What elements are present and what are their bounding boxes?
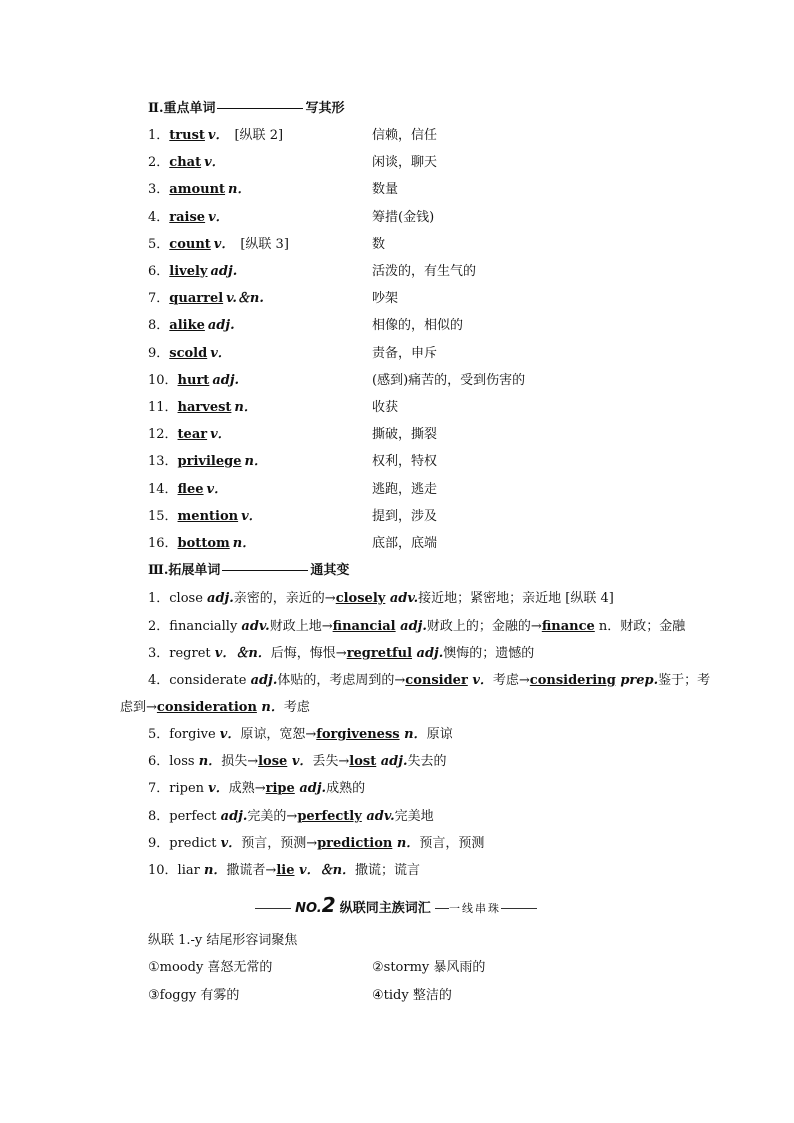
banner-number: 2 <box>321 893 336 917</box>
answer-word: lose <box>258 754 288 769</box>
pos: adv. <box>385 591 419 606</box>
vocab-chinese: 权利，特权 <box>372 454 438 469</box>
text: 6．loss <box>148 754 199 769</box>
banner-label: NO. <box>295 901 322 916</box>
vocab-pos: v.＆n. <box>226 291 264 306</box>
vocab-row <box>148 287 708 307</box>
expand-line-1 <box>148 587 614 606</box>
banner-rule-left <box>255 908 291 909</box>
vocab-english <box>148 233 289 252</box>
text: 鉴于；考 <box>658 673 711 688</box>
answer-word: lost <box>349 754 377 769</box>
text: 3．regret <box>148 646 215 661</box>
pos: n． <box>256 700 284 715</box>
text: 原谅 <box>426 727 453 742</box>
vocab-english <box>148 151 225 170</box>
text: 财政上的；金融的→ <box>426 619 542 634</box>
answer-word: financial <box>332 619 396 634</box>
vocab-row <box>148 478 708 498</box>
vocab-english <box>148 314 235 333</box>
text: 后悔，悔恨→ <box>270 646 347 661</box>
expand-line-5 <box>148 723 453 742</box>
vocab-english <box>148 532 255 551</box>
pos: adj. <box>294 781 327 796</box>
expand-line-8 <box>148 805 434 824</box>
vocab-row <box>148 260 708 280</box>
heading-rule <box>217 108 303 109</box>
vocab-english <box>148 178 251 197</box>
text: 亲密的，亲近的→ <box>233 591 336 606</box>
pos: v． <box>467 673 493 688</box>
text: 体贴的，考虑周到的→ <box>277 673 406 688</box>
vocab-number: 4． <box>148 210 170 225</box>
pos: v．＆n． <box>294 863 356 878</box>
vocab-pos: n． <box>244 454 267 469</box>
vocab-row <box>148 206 708 226</box>
text: 4．considerate <box>148 673 251 688</box>
text: 原谅，宽恕→ <box>240 727 317 742</box>
vocab-row <box>148 532 708 552</box>
expand-line-3 <box>148 642 534 661</box>
text: 5．forgive <box>148 727 220 742</box>
vocab-number: 12． <box>148 427 178 442</box>
pos: v． <box>219 727 241 742</box>
pos: n． <box>198 754 222 769</box>
vocab-word: flee <box>177 482 204 497</box>
vocab-row <box>148 505 708 525</box>
text: 1．close <box>148 591 208 606</box>
text: 9．predict <box>148 836 221 851</box>
vocab-chinese: 逃跑，逃走 <box>372 482 438 497</box>
text: 损失→ <box>221 754 259 769</box>
zonglian1-item-1: ①moody 喜怒无常的 <box>148 960 273 975</box>
vocab-english <box>148 260 237 279</box>
vocab-word: amount <box>169 182 226 197</box>
vocab-word: harvest <box>177 400 232 415</box>
vocab-english <box>148 124 283 143</box>
vocab-number: 8． <box>148 318 170 333</box>
vocab-row <box>148 151 708 171</box>
pos: v． <box>208 781 229 796</box>
text: 懊悔的；遗憾的 <box>443 646 535 661</box>
banner-rule-mid <box>435 908 449 909</box>
vocab-word: lively <box>169 264 208 279</box>
expand-line-10 <box>148 859 420 878</box>
zonglian1-item-2: ②stormy 暴风雨的 <box>372 960 486 975</box>
text: 7．ripen <box>148 781 209 796</box>
vocab-pos: adj. <box>212 373 240 388</box>
text: 8．perfect <box>148 809 221 824</box>
vocab-chinese: 底部，底端 <box>372 536 438 551</box>
answer-word: perfectly <box>297 809 362 824</box>
vocab-chinese: 信赖，信任 <box>372 128 438 143</box>
pos: adj. <box>412 646 444 661</box>
vocab-number: 7． <box>148 291 170 306</box>
vocab-chinese: 撕破，撕裂 <box>372 427 438 442</box>
answer-word: consider <box>405 673 468 688</box>
vocab-english <box>148 505 262 524</box>
vocab-word: count <box>169 237 211 252</box>
vocab-word: bottom <box>177 536 230 551</box>
answer-word: considering <box>529 673 616 688</box>
section3-heading <box>148 559 349 578</box>
vocab-number: 14． <box>148 482 178 497</box>
answer-word: prediction <box>317 836 393 851</box>
section2-heading-right: 写其形 <box>305 101 345 116</box>
banner-subtitle: 一线串珠 <box>448 902 501 915</box>
pos: n． <box>203 863 227 878</box>
vocab-word: hurt <box>177 373 210 388</box>
vocab-english <box>148 206 229 225</box>
vocab-word: privilege <box>177 454 242 469</box>
pos: adv. <box>241 619 270 634</box>
text: 撒谎；谎言 <box>355 863 421 878</box>
pos: v． <box>220 836 242 851</box>
pos: adj. <box>395 619 427 634</box>
pos: n． <box>392 836 420 851</box>
vocab-number: 5． <box>148 237 170 252</box>
vocab-english <box>148 450 267 469</box>
vocab-word: raise <box>169 210 206 225</box>
section3-heading-right: 通其变 <box>310 563 350 578</box>
answer-word: closely <box>335 591 386 606</box>
text: 接近地；紧密地；亲近地 [纵联 4] <box>418 591 614 606</box>
vocab-word: tear <box>177 427 208 442</box>
banner-rule-right <box>501 908 537 909</box>
text: 10．liar <box>148 863 204 878</box>
vocab-english <box>148 478 227 497</box>
vocab-note: [纵联 2] <box>234 128 284 143</box>
vocab-pos: n． <box>232 536 256 551</box>
zonglian1-item-3: ③foggy 有雾的 <box>148 988 240 1003</box>
pos: adj. <box>207 591 234 606</box>
text: 丢失→ <box>312 754 350 769</box>
vocab-number: 2． <box>148 155 170 170</box>
vocab-pos: v． <box>210 427 231 442</box>
vocab-chinese: 吵架 <box>372 291 399 306</box>
expand-line-6 <box>148 750 447 769</box>
vocab-english <box>148 369 239 388</box>
vocab-chinese: (感到)痛苦的，受到伤害的 <box>372 373 526 388</box>
vocab-number: 1． <box>148 128 170 143</box>
text: 2．financially <box>148 619 242 634</box>
vocab-row <box>148 124 708 144</box>
vocab-word: alike <box>169 318 205 333</box>
heading-rule <box>222 570 308 571</box>
vocab-word: quarrel <box>169 291 224 306</box>
vocab-chinese: 活泼的，有生气的 <box>372 264 477 279</box>
vocab-number: 13． <box>148 454 178 469</box>
vocab-chinese: 闲谈，聊天 <box>372 155 438 170</box>
pos: adj. <box>220 809 248 824</box>
vocab-number: 16． <box>148 536 178 551</box>
vocab-chinese: 提到，涉及 <box>372 509 438 524</box>
vocab-chinese: 数 <box>372 237 386 252</box>
vocab-pos: v． <box>204 155 225 170</box>
text: 撒谎者→ <box>226 863 277 878</box>
answer-word: ripe <box>265 781 295 796</box>
text: 财政上地→ <box>269 619 333 634</box>
text: 考虑→ <box>492 673 530 688</box>
vocab-chinese: 相像的，相似的 <box>372 318 464 333</box>
answer-word: forgiveness <box>316 727 400 742</box>
vocab-word: trust <box>169 128 205 143</box>
vocab-row <box>148 233 708 253</box>
expand-line-9 <box>148 832 484 851</box>
vocab-row <box>148 396 708 416</box>
vocab-number: 15． <box>148 509 178 524</box>
vocab-number: 9． <box>148 346 170 361</box>
vocab-pos: v． <box>206 482 228 497</box>
vocab-row <box>148 450 708 470</box>
vocab-word: chat <box>169 155 202 170</box>
vocab-chinese: 筹措(金钱) <box>372 210 435 225</box>
section2-heading-left: Ⅱ.重点单词 <box>148 101 216 116</box>
vocab-number: 6． <box>148 264 170 279</box>
vocab-english <box>148 342 231 361</box>
expand-line-4 <box>148 669 710 688</box>
answer-word: finance <box>541 619 595 634</box>
text: 失去的 <box>407 754 447 769</box>
text: 成熟→ <box>228 781 266 796</box>
vocab-pos: adj. <box>210 264 238 279</box>
vocab-english <box>148 396 257 415</box>
vocab-pos: v． <box>213 237 235 252</box>
zonglian1-title: 纵联 1.-y 结尾形容词聚焦 <box>148 933 298 948</box>
vocab-row <box>148 342 708 362</box>
no2-banner <box>255 893 569 917</box>
banner-title: 纵联同主族词汇 <box>339 901 431 916</box>
pos: adv. <box>361 809 395 824</box>
vocab-pos: v． <box>210 346 231 361</box>
answer-word: regretful <box>346 646 413 661</box>
vocab-number: 3． <box>148 182 170 197</box>
vocab-english <box>148 287 264 306</box>
answer-word: lie <box>276 863 295 878</box>
vocab-pos: v． <box>208 210 229 225</box>
vocab-chinese: 数量 <box>372 182 399 197</box>
pos: v．＆n． <box>214 646 271 661</box>
pos: adj. <box>250 673 278 688</box>
vocab-row <box>148 369 708 389</box>
expand-line-7 <box>148 777 365 796</box>
section3-heading-left: Ⅲ.拓展单词 <box>148 563 221 578</box>
expand-line-4-continued <box>120 696 310 715</box>
vocab-row <box>148 178 708 198</box>
section2-heading <box>148 97 345 116</box>
vocab-chinese: 责备，申斥 <box>372 346 438 361</box>
vocab-english <box>148 423 231 442</box>
vocab-number: 11． <box>148 400 178 415</box>
text: n．财政；金融 <box>594 619 686 634</box>
text: 预言，预测→ <box>241 836 318 851</box>
vocab-word: mention <box>177 509 239 524</box>
vocab-row <box>148 314 708 334</box>
answer-word: consideration <box>156 700 257 715</box>
vocab-pos: v． <box>241 509 262 524</box>
text: 完美地 <box>394 809 434 824</box>
vocab-pos: v． <box>207 128 229 143</box>
vocab-note: [纵联 3] <box>240 237 289 252</box>
pos: prep. <box>615 673 659 688</box>
text: 虑到→ <box>120 700 157 715</box>
pos: adj. <box>376 754 408 769</box>
text: 预言，预测 <box>419 836 485 851</box>
vocab-word: scold <box>169 346 208 361</box>
expand-line-2 <box>148 615 685 634</box>
pos: n． <box>399 727 427 742</box>
vocab-pos: n． <box>228 182 251 197</box>
zonglian1-item-4: ④tidy 整洁的 <box>372 988 452 1003</box>
vocab-number: 10． <box>148 373 178 388</box>
vocab-row <box>148 423 708 443</box>
vocab-chinese: 收获 <box>372 400 399 415</box>
text: 成熟的 <box>326 781 366 796</box>
text: 完美的→ <box>247 809 298 824</box>
text: 考虑 <box>283 700 310 715</box>
vocab-pos: adj. <box>207 318 235 333</box>
pos: v． <box>287 754 313 769</box>
vocab-pos: n． <box>234 400 257 415</box>
